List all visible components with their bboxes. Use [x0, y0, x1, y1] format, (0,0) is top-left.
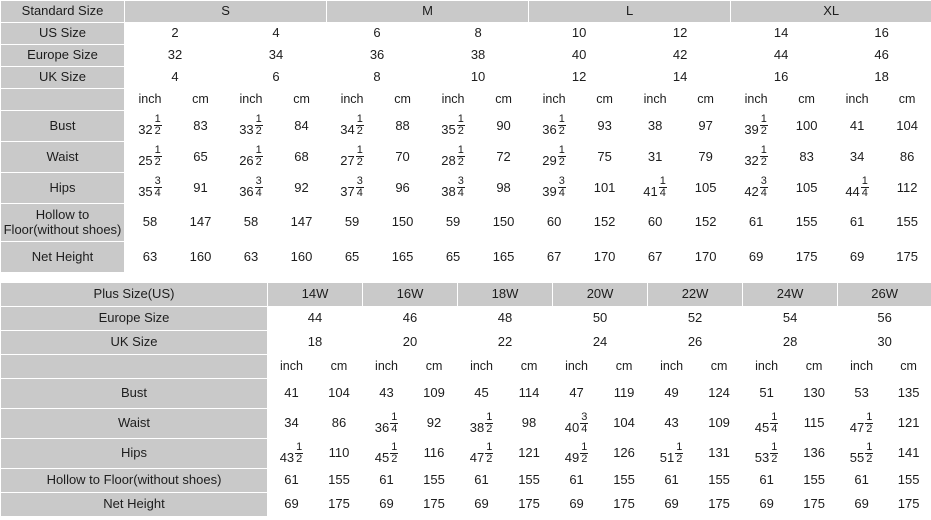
uk-size-value: 28: [743, 331, 838, 355]
net-height-value: 69: [553, 493, 601, 517]
row-label-net-height: Net Height: [1, 242, 125, 273]
hollow-to-floor-value: 60: [630, 204, 681, 242]
hollow-to-floor-value: 59: [428, 204, 479, 242]
hips-value: 49 $\frac{1}{2}$: [553, 439, 601, 469]
unit-header: inch: [458, 355, 506, 379]
unit-header: inch: [428, 89, 479, 111]
us-size-value: 4: [226, 23, 327, 45]
net-height-value: 175: [782, 242, 832, 273]
net-height-value: 165: [479, 242, 529, 273]
bust-value: 35 $\frac{1}{2}$: [428, 111, 479, 142]
table-row-plus-waist: [1, 409, 931, 439]
unit-header: cm: [782, 89, 832, 111]
net-height-value: 175: [506, 493, 553, 517]
bust-value: 33 $\frac{1}{2}$: [226, 111, 277, 142]
row-label-europe-size: Europe Size: [1, 45, 125, 67]
plus-size-value: 18W: [458, 283, 553, 307]
bust-value: 104: [316, 379, 363, 409]
hollow-to-floor-value: 147: [176, 204, 226, 242]
hollow-to-floor-value: 61: [832, 204, 883, 242]
net-height-value: 175: [791, 493, 838, 517]
unit-header: inch: [125, 89, 176, 111]
bust-value: 124: [696, 379, 743, 409]
hips-value: 91: [176, 173, 226, 204]
hollow-to-floor-value: 61: [743, 469, 791, 493]
bust-value: 38: [630, 111, 681, 142]
bust-value: 109: [411, 379, 458, 409]
net-height-value: 65: [428, 242, 479, 273]
bust-value: 43: [363, 379, 411, 409]
plus-size-value: 26W: [838, 283, 931, 307]
net-height-value: 175: [696, 493, 743, 517]
net-height-value: 69: [743, 493, 791, 517]
unit-header: inch: [553, 355, 601, 379]
table-row-europe-size: [1, 45, 931, 67]
plus-size-table: [0, 282, 931, 517]
waist-value: 47 $\frac{1}{2}$: [838, 409, 886, 439]
net-height-value: 160: [277, 242, 327, 273]
net-height-value: 170: [580, 242, 630, 273]
uk-size-value: 6: [226, 67, 327, 89]
row-label-units-blank: [1, 355, 268, 379]
waist-value: 45 $\frac{1}{4}$: [743, 409, 791, 439]
waist-value: 109: [696, 409, 743, 439]
waist-value: 83: [782, 142, 832, 173]
unit-header: cm: [681, 89, 731, 111]
waist-value: 36 $\frac{1}{4}$: [363, 409, 411, 439]
table-row-uk-size: [1, 67, 931, 89]
bust-value: 51: [743, 379, 791, 409]
hollow-to-floor-value: 59: [327, 204, 378, 242]
hips-value: 112: [883, 173, 931, 204]
table-row-bust: [1, 111, 931, 142]
unit-header: cm: [601, 355, 648, 379]
waist-value: 68: [277, 142, 327, 173]
hips-value: 53 $\frac{1}{2}$: [743, 439, 791, 469]
hollow-to-floor-value: 61: [363, 469, 411, 493]
unit-header: cm: [316, 355, 363, 379]
row-label-net-height: Net Height: [1, 493, 268, 517]
row-label-waist: Waist: [1, 409, 268, 439]
unit-header: inch: [743, 355, 791, 379]
europe-size-value: 48: [458, 307, 553, 331]
hips-value: 42 $\frac{3}{4}$: [731, 173, 782, 204]
bust-value: 97: [681, 111, 731, 142]
table-row-units: [1, 89, 931, 111]
europe-size-value: 44: [731, 45, 832, 67]
hips-value: 47 $\frac{1}{2}$: [458, 439, 506, 469]
table-row-hips: [1, 173, 931, 204]
waist-value: 72: [479, 142, 529, 173]
bust-value: 47: [553, 379, 601, 409]
hips-value: 141: [886, 439, 931, 469]
uk-size-value: 18: [268, 331, 363, 355]
europe-size-value: 46: [363, 307, 458, 331]
uk-size-value: 4: [125, 67, 226, 89]
plus-size-value: 20W: [553, 283, 648, 307]
hollow-to-floor-value: 150: [479, 204, 529, 242]
plus-size-value: 16W: [363, 283, 458, 307]
plus-size-value: 22W: [648, 283, 743, 307]
us-size-value: 14: [731, 23, 832, 45]
hollow-to-floor-value: 58: [226, 204, 277, 242]
net-height-value: 67: [630, 242, 681, 273]
net-height-value: 63: [125, 242, 176, 273]
hips-value: 36 $\frac{3}{4}$: [226, 173, 277, 204]
row-label-hips: Hips: [1, 439, 268, 469]
waist-value: 25 $\frac{1}{2}$: [125, 142, 176, 173]
europe-size-value: 44: [268, 307, 363, 331]
table-row-us-size: [1, 23, 931, 45]
europe-size-value: 50: [553, 307, 648, 331]
hollow-to-floor-value: 155: [601, 469, 648, 493]
us-size-value: 12: [630, 23, 731, 45]
waist-value: 92: [411, 409, 458, 439]
unit-header: cm: [886, 355, 931, 379]
hips-value: 44 $\frac{1}{4}$: [832, 173, 883, 204]
unit-header: cm: [580, 89, 630, 111]
hollow-to-floor-value: 155: [411, 469, 458, 493]
bust-value: 135: [886, 379, 931, 409]
table-row-waist: [1, 142, 931, 173]
hips-value: 116: [411, 439, 458, 469]
unit-header: cm: [479, 89, 529, 111]
row-label-hollow-to-floor: Hollow to Floor(without shoes): [1, 204, 125, 242]
net-height-value: 69: [458, 493, 506, 517]
unit-header: inch: [268, 355, 316, 379]
hollow-to-floor-value: 155: [883, 204, 931, 242]
europe-size-value: 38: [428, 45, 529, 67]
bust-value: 39 $\frac{1}{2}$: [731, 111, 782, 142]
unit-header: inch: [731, 89, 782, 111]
net-height-value: 69: [268, 493, 316, 517]
hollow-to-floor-value: 61: [838, 469, 886, 493]
europe-size-value: 32: [125, 45, 226, 67]
uk-size-value: 16: [731, 67, 832, 89]
europe-size-value: 56: [838, 307, 931, 331]
waist-value: 75: [580, 142, 630, 173]
waist-value: 32 $\frac{1}{2}$: [731, 142, 782, 173]
waist-value: 115: [791, 409, 838, 439]
row-label-standard-size: Standard Size: [1, 1, 125, 23]
net-height-value: 175: [316, 493, 363, 517]
uk-size-value: 18: [832, 67, 931, 89]
plus-size-value: 24W: [743, 283, 838, 307]
hips-value: 110: [316, 439, 363, 469]
europe-size-value: 54: [743, 307, 838, 331]
size-group-l: L: [529, 1, 731, 23]
waist-value: 34: [268, 409, 316, 439]
hips-value: 126: [601, 439, 648, 469]
unit-header: inch: [648, 355, 696, 379]
us-size-value: 6: [327, 23, 428, 45]
europe-size-value: 40: [529, 45, 630, 67]
hollow-to-floor-value: 150: [378, 204, 428, 242]
uk-size-value: 26: [648, 331, 743, 355]
hips-value: 105: [782, 173, 832, 204]
waist-value: 104: [601, 409, 648, 439]
net-height-value: 175: [886, 493, 931, 517]
bust-value: 119: [601, 379, 648, 409]
table-row-plus-uk-size: [1, 331, 931, 355]
waist-value: 38 $\frac{1}{2}$: [458, 409, 506, 439]
bust-value: 41: [832, 111, 883, 142]
waist-value: 27 $\frac{1}{2}$: [327, 142, 378, 173]
row-label-uk-size: UK Size: [1, 331, 268, 355]
row-label-europe-size: Europe Size: [1, 307, 268, 331]
bust-value: 100: [782, 111, 832, 142]
waist-value: 70: [378, 142, 428, 173]
hollow-to-floor-value: 155: [886, 469, 931, 493]
net-height-value: 69: [832, 242, 883, 273]
hips-value: 37 $\frac{3}{4}$: [327, 173, 378, 204]
waist-value: 31: [630, 142, 681, 173]
hollow-to-floor-value: 60: [529, 204, 580, 242]
hollow-to-floor-value: 152: [580, 204, 630, 242]
us-size-value: 8: [428, 23, 529, 45]
hollow-to-floor-value: 58: [125, 204, 176, 242]
unit-header: cm: [883, 89, 931, 111]
net-height-value: 69: [363, 493, 411, 517]
hips-value: 136: [791, 439, 838, 469]
uk-size-value: 12: [529, 67, 630, 89]
bust-value: 36 $\frac{1}{2}$: [529, 111, 580, 142]
hollow-to-floor-value: 61: [648, 469, 696, 493]
bust-value: 90: [479, 111, 529, 142]
unit-header: inch: [363, 355, 411, 379]
uk-size-value: 30: [838, 331, 931, 355]
table-row-plus-units: [1, 355, 931, 379]
bust-value: 93: [580, 111, 630, 142]
hips-value: 41 $\frac{1}{4}$: [630, 173, 681, 204]
uk-size-value: 10: [428, 67, 529, 89]
waist-value: 26 $\frac{1}{2}$: [226, 142, 277, 173]
waist-value: 40 $\frac{3}{4}$: [553, 409, 601, 439]
hips-value: 35 $\frac{3}{4}$: [125, 173, 176, 204]
waist-value: 29 $\frac{1}{2}$: [529, 142, 580, 173]
us-size-value: 2: [125, 23, 226, 45]
hollow-to-floor-value: 155: [696, 469, 743, 493]
plus-size-value: 14W: [268, 283, 363, 307]
waist-value: 79: [681, 142, 731, 173]
row-label-bust: Bust: [1, 111, 125, 142]
europe-size-value: 52: [648, 307, 743, 331]
unit-header: inch: [226, 89, 277, 111]
bust-value: 45: [458, 379, 506, 409]
unit-header: inch: [832, 89, 883, 111]
hollow-to-floor-value: 152: [681, 204, 731, 242]
unit-header: cm: [506, 355, 553, 379]
hollow-to-floor-value: 61: [731, 204, 782, 242]
hollow-to-floor-value: 155: [782, 204, 832, 242]
hips-value: 92: [277, 173, 327, 204]
row-label-units-blank: [1, 89, 125, 111]
europe-size-value: 42: [630, 45, 731, 67]
hips-value: 101: [580, 173, 630, 204]
unit-header: cm: [411, 355, 458, 379]
europe-size-value: 36: [327, 45, 428, 67]
hips-value: 55 $\frac{1}{2}$: [838, 439, 886, 469]
hips-value: 38 $\frac{3}{4}$: [428, 173, 479, 204]
unit-header: inch: [327, 89, 378, 111]
net-height-value: 69: [838, 493, 886, 517]
hollow-to-floor-value: 155: [316, 469, 363, 493]
europe-size-value: 46: [832, 45, 931, 67]
net-height-value: 170: [681, 242, 731, 273]
bust-value: 130: [791, 379, 838, 409]
row-label-us-size: US Size: [1, 23, 125, 45]
hollow-to-floor-value: 61: [268, 469, 316, 493]
bust-value: 49: [648, 379, 696, 409]
waist-value: 34: [832, 142, 883, 173]
table-row-plus-net-height: [1, 493, 931, 517]
unit-header: cm: [277, 89, 327, 111]
hips-value: 121: [506, 439, 553, 469]
hips-value: 39 $\frac{3}{4}$: [529, 173, 580, 204]
net-height-value: 175: [883, 242, 931, 273]
size-group-m: M: [327, 1, 529, 23]
row-label-hollow-to-floor: Hollow to Floor(without shoes): [1, 469, 268, 493]
waist-value: 43: [648, 409, 696, 439]
table-row-plus-bust: [1, 379, 931, 409]
unit-header: inch: [529, 89, 580, 111]
size-group-s: S: [125, 1, 327, 23]
net-height-value: 63: [226, 242, 277, 273]
row-label-plus-size: Plus Size(US): [1, 283, 268, 307]
net-height-value: 69: [731, 242, 782, 273]
us-size-value: 10: [529, 23, 630, 45]
bust-value: 84: [277, 111, 327, 142]
uk-size-value: 14: [630, 67, 731, 89]
europe-size-value: 34: [226, 45, 327, 67]
waist-value: 98: [506, 409, 553, 439]
bust-value: 83: [176, 111, 226, 142]
net-height-value: 175: [601, 493, 648, 517]
bust-value: 114: [506, 379, 553, 409]
row-label-hips: Hips: [1, 173, 125, 204]
hollow-to-floor-value: 155: [506, 469, 553, 493]
unit-header: inch: [630, 89, 681, 111]
waist-value: 86: [883, 142, 931, 173]
waist-value: 86: [316, 409, 363, 439]
bust-value: 104: [883, 111, 931, 142]
table-row-hollow-to-floor: [1, 204, 931, 242]
waist-value: 28 $\frac{1}{2}$: [428, 142, 479, 173]
net-height-value: 175: [411, 493, 458, 517]
table-row-standard-size: [1, 1, 931, 23]
bust-value: 32 $\frac{1}{2}$: [125, 111, 176, 142]
uk-size-value: 22: [458, 331, 553, 355]
table-row-plus-size: [1, 283, 931, 307]
table-row-plus-hips: [1, 439, 931, 469]
unit-header: cm: [176, 89, 226, 111]
net-height-value: 165: [378, 242, 428, 273]
hollow-to-floor-value: 61: [458, 469, 506, 493]
table-row-net-height: [1, 242, 931, 273]
unit-header: cm: [378, 89, 428, 111]
row-label-uk-size: UK Size: [1, 67, 125, 89]
bust-value: 41: [268, 379, 316, 409]
hips-value: 131: [696, 439, 743, 469]
net-height-value: 65: [327, 242, 378, 273]
table-row-plus-europe-size: [1, 307, 931, 331]
bust-value: 53: [838, 379, 886, 409]
hips-value: 96: [378, 173, 428, 204]
waist-value: 121: [886, 409, 931, 439]
hips-value: 51 $\frac{1}{2}$: [648, 439, 696, 469]
us-size-value: 16: [832, 23, 931, 45]
bust-value: 34 $\frac{1}{2}$: [327, 111, 378, 142]
bust-value: 88: [378, 111, 428, 142]
net-height-value: 67: [529, 242, 580, 273]
hollow-to-floor-value: 155: [791, 469, 838, 493]
row-label-bust: Bust: [1, 379, 268, 409]
net-height-value: 69: [648, 493, 696, 517]
net-height-value: 160: [176, 242, 226, 273]
table-row-plus-hollow-to-floor: [1, 469, 931, 493]
hollow-to-floor-value: 147: [277, 204, 327, 242]
hollow-to-floor-value: 61: [553, 469, 601, 493]
unit-header: cm: [696, 355, 743, 379]
unit-header: inch: [838, 355, 886, 379]
waist-value: 65: [176, 142, 226, 173]
uk-size-value: 24: [553, 331, 648, 355]
uk-size-value: 20: [363, 331, 458, 355]
unit-header: cm: [791, 355, 838, 379]
hips-value: 98: [479, 173, 529, 204]
row-label-waist: Waist: [1, 142, 125, 173]
hips-value: 105: [681, 173, 731, 204]
hips-value: 45 $\frac{1}{2}$: [363, 439, 411, 469]
uk-size-value: 8: [327, 67, 428, 89]
hips-value: 43 $\frac{1}{2}$: [268, 439, 316, 469]
size-group-xl: XL: [731, 1, 931, 23]
